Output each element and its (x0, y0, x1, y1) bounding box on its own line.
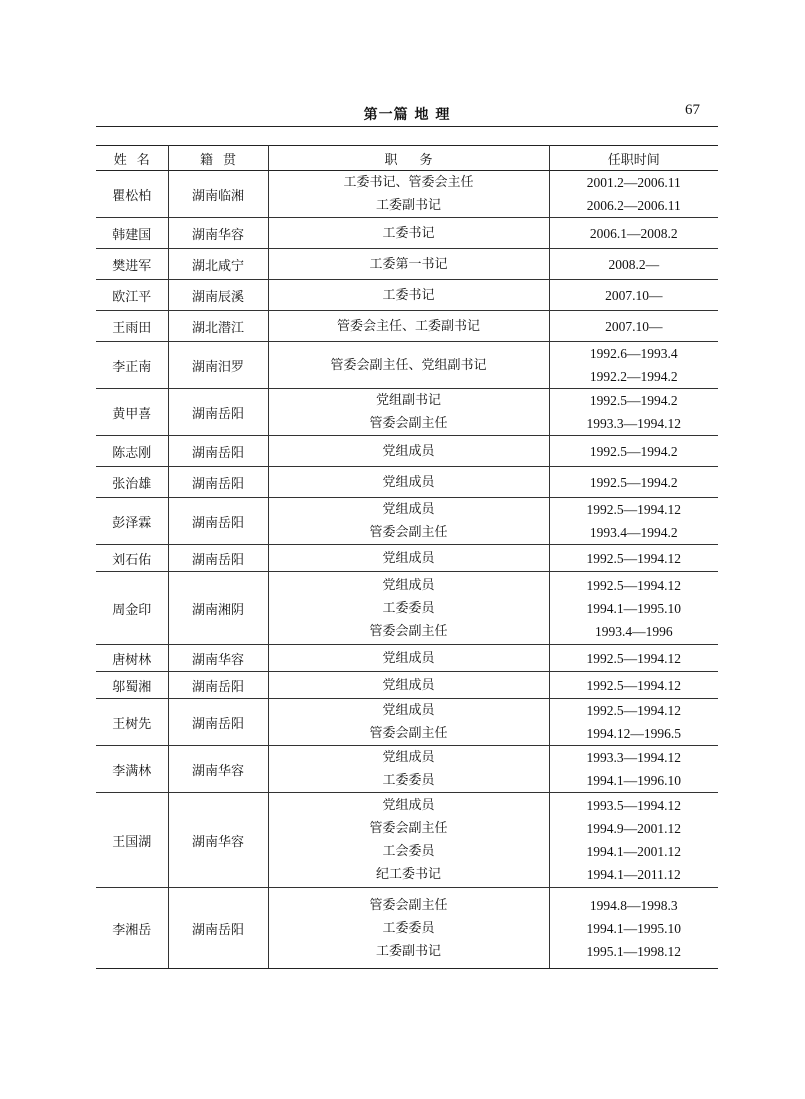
cell-position (268, 498, 549, 545)
column-header-position: 职务 (268, 146, 549, 171)
term-line: 1994.1—1995.10 (586, 600, 681, 616)
table-row (96, 793, 718, 888)
cell-term (549, 699, 718, 746)
position-line: 党组副书记 (375, 393, 441, 408)
position-line: 管委会副主任 (369, 897, 448, 913)
term-line: 1995.1—1998.12 (586, 943, 681, 959)
position-line: 工委委员 (382, 773, 435, 788)
cell-name: 韩建国 (96, 218, 168, 249)
term-line: 1992.5—1994.12 (586, 550, 681, 566)
position-line: 管委会副主任 (369, 416, 448, 431)
cell-name: 王树先 (96, 699, 168, 746)
cell-term (549, 389, 718, 436)
cell-term (549, 545, 718, 572)
cell-term (549, 280, 718, 311)
cell-position (268, 645, 549, 672)
cell-origin: 湖南岳阳 (168, 389, 268, 436)
position-line: 工委委员 (382, 600, 435, 616)
cell-position (268, 171, 549, 218)
cell-origin: 湖南临湘 (168, 171, 268, 218)
position-line: 纪工委书记 (375, 867, 441, 882)
table-row (96, 498, 718, 545)
term-line: 2001.2—2006.11 (586, 175, 681, 190)
cell-origin: 湖南岳阳 (168, 498, 268, 545)
cell-origin: 湖南岳阳 (168, 888, 268, 969)
column-header-term: 任职时间 (549, 146, 718, 171)
cell-term (549, 498, 718, 545)
column-header-name: 姓名 (96, 146, 168, 171)
term-line: 2008.2— (608, 256, 660, 272)
cell-name: 王国湖 (96, 793, 168, 888)
position-line: 管委会主任、工委副书记 (336, 318, 480, 334)
cell-name: 陈志刚 (96, 436, 168, 467)
position-line: 党组成员 (382, 798, 435, 813)
cell-origin: 湖南岳阳 (168, 672, 268, 699)
position-line: 工委书记 (382, 225, 435, 241)
cell-origin: 湖北潜江 (168, 311, 268, 342)
term-line: 1992.5—1994.12 (586, 677, 681, 693)
cell-name: 樊进军 (96, 249, 168, 280)
term-line: 2006.2—2006.11 (586, 198, 681, 213)
position-line: 党组成员 (382, 750, 435, 765)
cell-term (549, 249, 718, 280)
table-row (96, 699, 718, 746)
cell-name: 李满林 (96, 746, 168, 793)
term-line: 2007.10— (605, 287, 663, 303)
position-line: 管委会副主任 (369, 623, 448, 639)
term-line: 1994.8—1998.3 (589, 897, 678, 913)
cell-term (549, 171, 718, 218)
cell-term (549, 645, 718, 672)
table-row (96, 311, 718, 342)
table-row (96, 746, 718, 793)
position-line: 党组成员 (382, 677, 435, 693)
cell-term (549, 746, 718, 793)
table-row (96, 572, 718, 645)
table-row (96, 389, 718, 436)
term-line: 1992.6—1993.4 (589, 346, 678, 361)
term-line: 1993.3—1994.12 (586, 750, 681, 765)
table-row (96, 280, 718, 311)
cell-position (268, 280, 549, 311)
table-header-row (96, 146, 718, 171)
cell-origin: 湖南岳阳 (168, 699, 268, 746)
cell-name: 刘石佑 (96, 545, 168, 572)
cell-origin: 湖南华容 (168, 793, 268, 888)
position-line: 管委会副主任 (369, 726, 448, 741)
cell-position (268, 342, 549, 389)
position-line: 党组成员 (382, 474, 435, 490)
cell-origin: 湖南华容 (168, 645, 268, 672)
term-line: 1994.1—1996.10 (586, 773, 681, 788)
table-row (96, 888, 718, 969)
position-line: 工委第一书记 (369, 256, 448, 272)
cell-term (549, 311, 718, 342)
cell-name: 彭泽霖 (96, 498, 168, 545)
cell-origin: 湖南岳阳 (168, 545, 268, 572)
cell-origin: 湖南岳阳 (168, 467, 268, 498)
cell-position (268, 572, 549, 645)
table-row (96, 342, 718, 389)
term-line: 1993.5—1994.12 (586, 798, 681, 813)
term-line: 1992.5—1994.12 (586, 650, 681, 666)
position-line: 工委书记、管委会主任 (343, 175, 474, 190)
term-line: 1992.5—1994.12 (586, 577, 681, 593)
position-line: 工会委员 (382, 844, 435, 859)
cell-position (268, 545, 549, 572)
column-header-origin: 籍贯 (168, 146, 268, 171)
position-line: 管委会副主任 (369, 525, 448, 540)
cell-term (549, 218, 718, 249)
cell-name: 王雨田 (96, 311, 168, 342)
position-line: 党组成员 (382, 703, 435, 718)
position-line: 管委会副主任 (369, 821, 448, 836)
cell-term (549, 436, 718, 467)
cell-name: 邬蜀湘 (96, 672, 168, 699)
cell-position (268, 746, 549, 793)
table-row (96, 171, 718, 218)
chapter-title: 第一篇 地 理 (363, 107, 451, 123)
table-row (96, 645, 718, 672)
term-line: 2007.10— (605, 318, 663, 334)
cell-position (268, 249, 549, 280)
cell-position (268, 389, 549, 436)
cell-name: 张治雄 (96, 467, 168, 498)
cell-name: 李湘岳 (96, 888, 168, 969)
position-line: 工委副书记 (375, 943, 441, 959)
cell-name: 黄甲喜 (96, 389, 168, 436)
table-row (96, 436, 718, 467)
position-line: 党组成员 (382, 550, 435, 566)
term-line: 1994.1—2001.12 (586, 844, 681, 859)
term-line: 1993.4—1996 (594, 623, 673, 639)
term-line: 1994.1—2011.12 (586, 867, 681, 882)
cell-position (268, 467, 549, 498)
cell-position (268, 311, 549, 342)
term-line: 1992.5—1994.2 (589, 474, 678, 490)
page-number: 67 (685, 102, 700, 118)
cell-name: 瞿松柏 (96, 171, 168, 218)
position-line: 党组成员 (382, 502, 435, 517)
table-row (96, 672, 718, 699)
position-line: 管委会副主任、党组副书记 (330, 357, 487, 373)
term-line: 1994.12—1996.5 (586, 726, 681, 741)
term-line: 1993.4—1994.2 (589, 525, 678, 540)
position-line: 党组成员 (382, 577, 435, 593)
cell-term (549, 672, 718, 699)
term-line: 1992.5—1994.2 (589, 443, 678, 459)
cell-term (549, 572, 718, 645)
cell-position (268, 672, 549, 699)
cell-origin: 湖南华容 (168, 218, 268, 249)
cell-origin: 湖南辰溪 (168, 280, 268, 311)
position-line: 工委书记 (382, 287, 435, 303)
term-line: 1993.3—1994.12 (586, 416, 681, 431)
table-row (96, 467, 718, 498)
cell-position (268, 218, 549, 249)
cell-term (549, 467, 718, 498)
term-line: 1992.5—1994.2 (589, 393, 678, 408)
table-row (96, 249, 718, 280)
cell-position (268, 888, 549, 969)
term-line: 1994.1—1995.10 (586, 920, 681, 936)
term-line: 1992.2—1994.2 (589, 369, 678, 384)
term-line: 1992.5—1994.12 (586, 502, 681, 517)
cell-name: 李正南 (96, 342, 168, 389)
position-line: 工委副书记 (375, 198, 441, 213)
personnel-table (96, 145, 718, 969)
cell-name: 欧江平 (96, 280, 168, 311)
cell-origin: 湖南湘阴 (168, 572, 268, 645)
cell-position (268, 793, 549, 888)
term-line: 1992.5—1994.12 (586, 703, 681, 718)
cell-name: 周金印 (96, 572, 168, 645)
cell-name: 唐树林 (96, 645, 168, 672)
position-line: 工委委员 (382, 920, 435, 936)
table-row (96, 218, 718, 249)
cell-term (549, 342, 718, 389)
table-row (96, 545, 718, 572)
position-line: 党组成员 (382, 443, 435, 459)
term-line: 2006.1—2008.2 (589, 225, 678, 241)
cell-origin: 湖北咸宁 (168, 249, 268, 280)
cell-term (549, 888, 718, 969)
cell-origin: 湖南华容 (168, 746, 268, 793)
cell-position (268, 699, 549, 746)
cell-origin: 湖南汨罗 (168, 342, 268, 389)
term-line: 1994.9—2001.12 (586, 821, 681, 836)
cell-origin: 湖南岳阳 (168, 436, 268, 467)
cell-term (549, 793, 718, 888)
running-header (96, 100, 718, 127)
position-line: 党组成员 (382, 650, 435, 666)
cell-position (268, 436, 549, 467)
